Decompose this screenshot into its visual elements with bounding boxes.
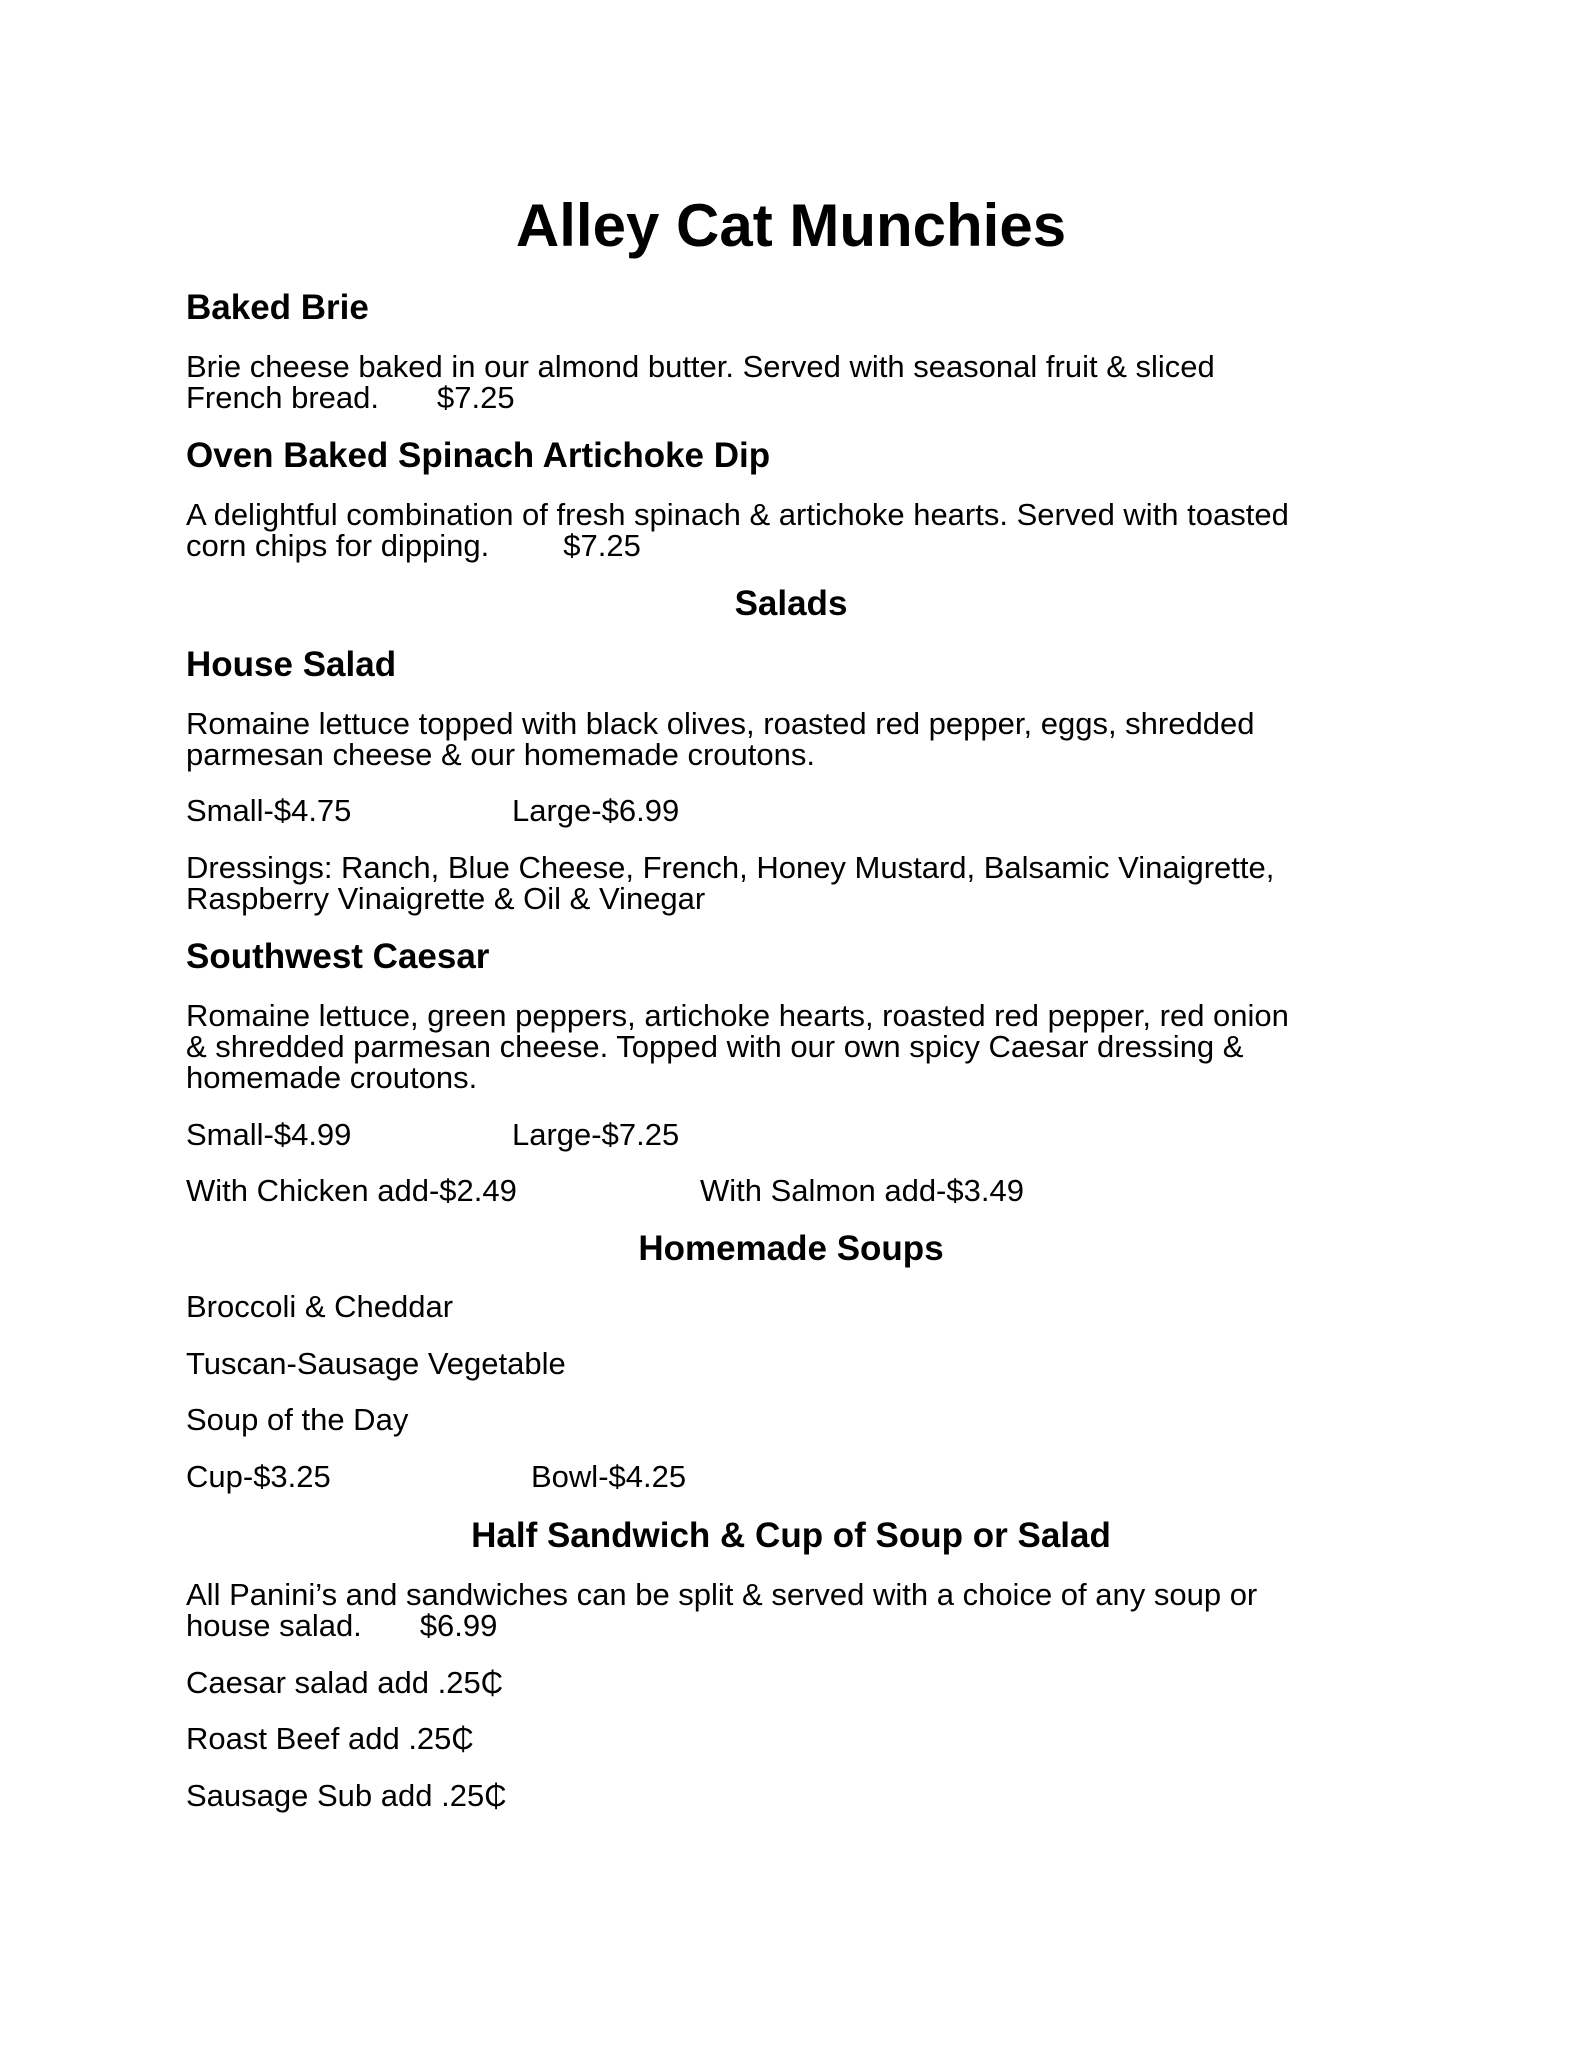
soup-item-broccoli: Broccoli & Cheddar: [186, 1289, 454, 1324]
half-desc-line2: [186, 1610, 497, 1641]
soup-item-of-the-day: Soup of the Day: [186, 1402, 409, 1437]
item-desc-spinach-dip-line1: A delightful combination of fresh spinach & artichoke hearts. Served with toasted: [186, 497, 1289, 532]
item-name-house-salad: House Salad: [186, 645, 397, 684]
menu-title: Alley Cat Munchies: [515, 192, 1067, 259]
item-name-southwest-caesar: Southwest Caesar: [186, 937, 490, 976]
item-price-house-salad-small: Small-$4.75: [186, 793, 352, 828]
section-heading-salads: Salads: [734, 584, 848, 623]
item-price-southwest-caesar-small: Small-$4.99: [186, 1117, 352, 1152]
addon-salmon: With Salmon add-$3.49: [700, 1173, 1024, 1208]
item-price-spinach-dip: $7.25: [563, 528, 641, 563]
half-price: $6.99: [419, 1608, 498, 1643]
dressings-line1: Dressings: Ranch, Blue Cheese, French, Honey Mustard, Balsamic Vinaigrette,: [186, 850, 1275, 885]
item-desc-baked-brie-line2: [186, 382, 515, 413]
item-desc-southwest-caesar-line3: homemade croutons.: [186, 1060, 478, 1095]
soup-price-cup: Cup-$3.25: [186, 1459, 331, 1494]
half-desc-text: house salad.: [186, 1608, 362, 1643]
item-name-spinach-dip: Oven Baked Spinach Artichoke Dip: [186, 436, 771, 475]
item-desc-house-salad-line2: parmesan cheese & our homemade croutons.: [186, 737, 815, 772]
item-price-baked-brie: $7.25: [437, 380, 515, 415]
item-desc-southwest-caesar-line2: & shredded parmesan cheese. Topped with our own spicy Caesar dressing &: [186, 1029, 1244, 1064]
item-desc-southwest-caesar-line1: Romaine lettuce, green peppers, artichoke hearts, roasted red pepper, red onion: [186, 998, 1289, 1033]
item-desc-spinach-dip-line2: [186, 530, 641, 561]
addon-chicken: With Chicken add-$2.49: [186, 1173, 517, 1208]
item-desc-baked-brie-line1: Brie cheese baked in our almond butter. Served with seasonal fruit & sliced: [186, 349, 1215, 384]
soup-price-bowl: Bowl-$4.25: [531, 1459, 687, 1494]
item-price-southwest-caesar-large: Large-$7.25: [512, 1117, 680, 1152]
section-heading-half-sandwich: Half Sandwich & Cup of Soup or Salad: [471, 1516, 1111, 1555]
half-addon-roast-beef: Roast Beef add .25₵: [186, 1721, 474, 1756]
dressings-line2: Raspberry Vinaigrette & Oil & Vinegar: [186, 881, 706, 916]
item-price-house-salad-large: Large-$6.99: [512, 793, 680, 828]
item-desc-spinach-dip-text: corn chips for dipping.: [186, 528, 490, 563]
item-desc-house-salad-line1: Romaine lettuce topped with black olives, roasted red pepper, eggs, shredded: [186, 706, 1255, 741]
soup-item-tuscan: Tuscan-Sausage Vegetable: [186, 1346, 566, 1381]
half-addon-caesar: Caesar salad add .25₵: [186, 1665, 504, 1700]
item-desc-baked-brie-text: French bread.: [186, 380, 379, 415]
item-name-baked-brie: Baked Brie: [186, 288, 369, 327]
section-heading-soups: Homemade Soups: [638, 1229, 944, 1268]
half-desc-line1: All Panini’s and sandwiches can be split & served with a choice of any soup or: [186, 1577, 1258, 1612]
half-addon-sausage-sub: Sausage Sub add .25₵: [186, 1778, 507, 1813]
